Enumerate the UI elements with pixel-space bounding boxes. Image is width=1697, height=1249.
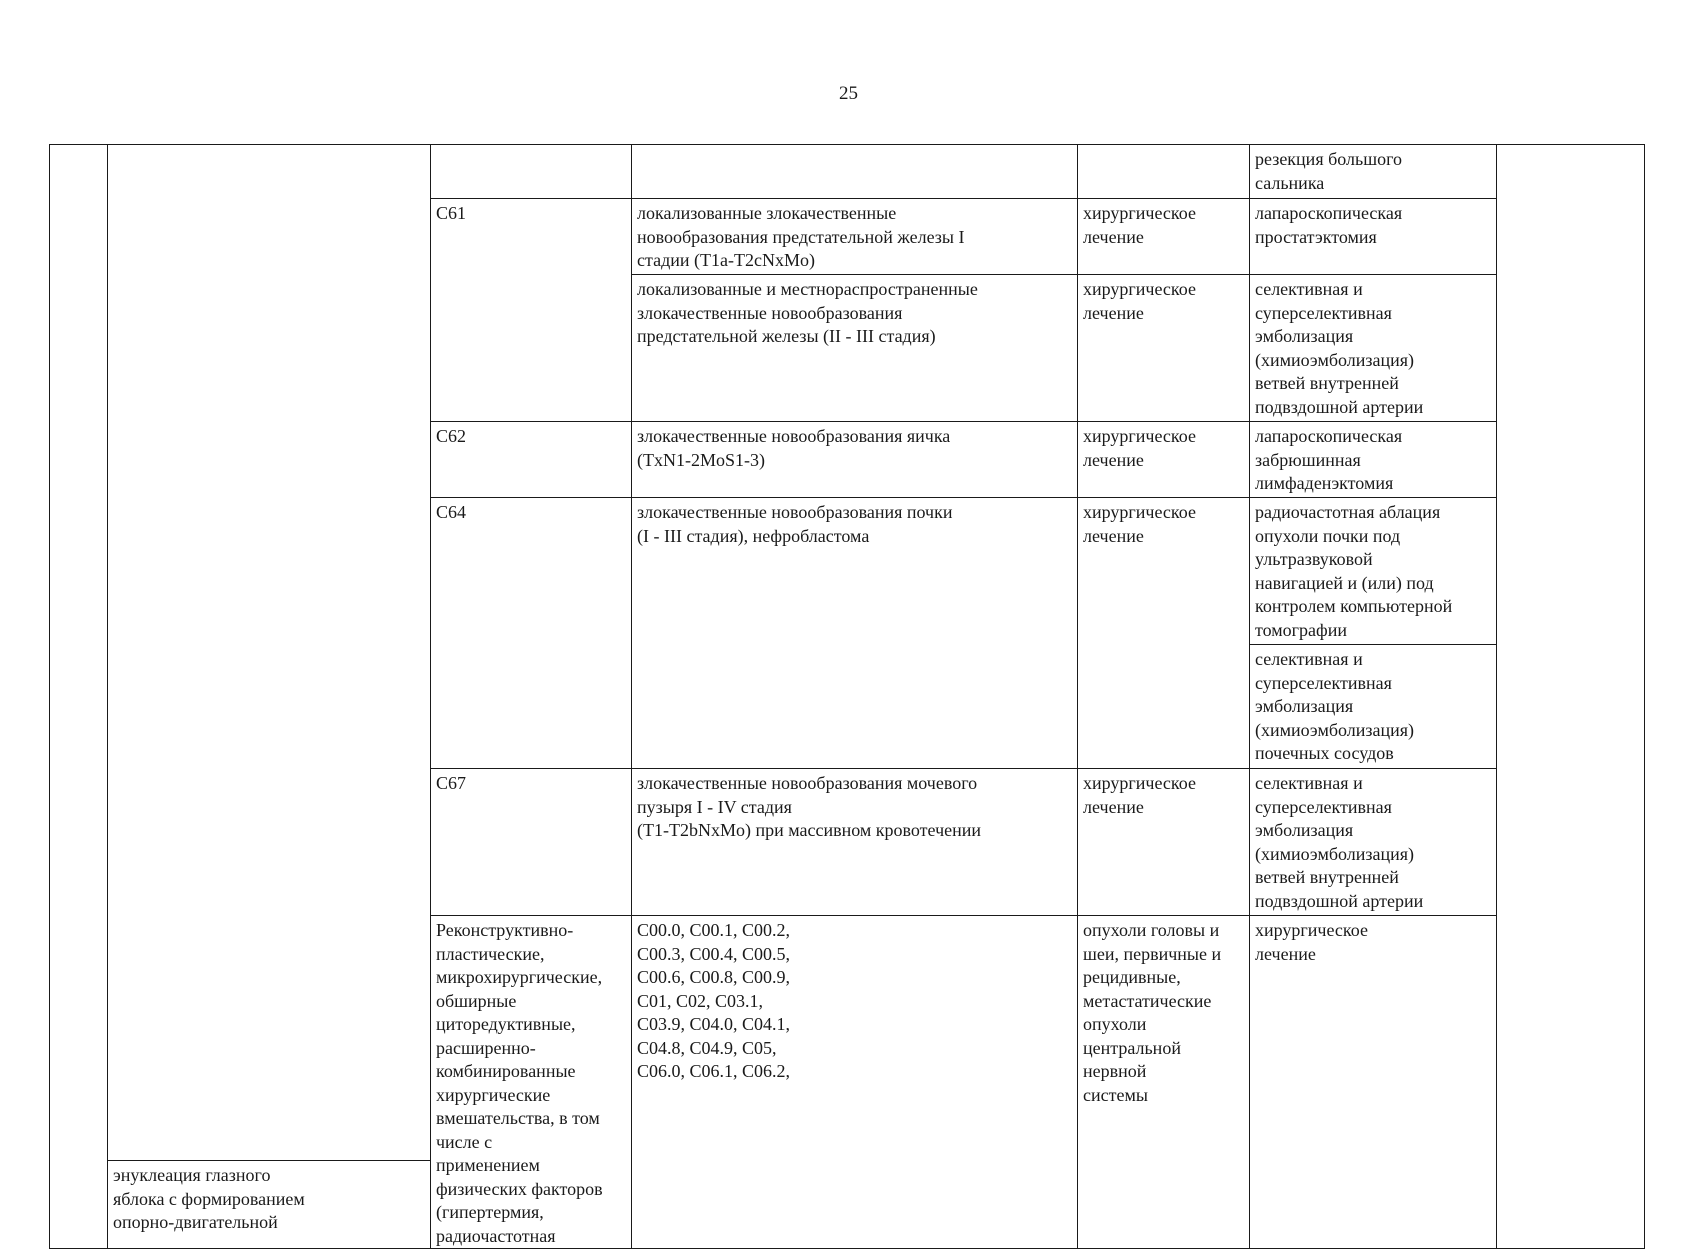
treatment-method-cell: лапароскопическая забрюшинная лимфаденэктомия	[1250, 422, 1497, 498]
treatment-method-cell: селективная и суперселективная эмболизация (химиоэмболизация) почечных сосудов	[1250, 645, 1497, 769]
treatment-type-cell: хирургическое лечение	[1078, 422, 1250, 498]
code-cell: C64	[431, 498, 632, 769]
patient-model-cell	[632, 145, 1078, 199]
patient-model-cell: локализованные злокачественные новообразования предстательной железы I стадии (T1a-T2cNxMo)	[632, 199, 1078, 275]
code-cell: C61	[431, 199, 632, 422]
code-cell: C62	[431, 422, 632, 498]
patient-model-cell: злокачественные новообразования почки (I - III стадия), нефробластома	[632, 498, 1078, 769]
treatment-type-cell: хирургическое лечение	[1078, 275, 1250, 422]
cost-cell	[1497, 145, 1645, 1249]
patient-model-cell: локализованные и местнораспространенные злокачественные новообразования предстательной железы (II - III стадия)	[632, 275, 1078, 422]
treatment-type-cell: хирургическое лечение	[1250, 916, 1497, 1249]
treatment-method-cell: лапароскопическая простатэктомия	[1250, 199, 1497, 275]
treatment-method-cell: энуклеация глазного яблока с формированием опорно-двигательной	[108, 1161, 431, 1249]
patient-model-cell: злокачественные новообразования яичка (TxN1-2MoS1-3)	[632, 422, 1078, 498]
treatment-type-cell	[1078, 145, 1250, 199]
code-cell: C00.0, C00.1, C00.2, C00.3, C00.4, C00.5, C00.6, C00.8, C00.9, C01, C02, C03.1, C03.9, C04.0, C04.1, C04.8, C04.9, C05, C06.0, C06.1, C06.2,	[632, 916, 1078, 1249]
procedures-table	[49, 144, 1645, 1249]
treatment-method-cell: резекция большого сальника	[1250, 145, 1497, 199]
method-name-cell: Реконструктивно-пластические, микрохирургические, обширные циторедуктивные, расширенно- комбинированные хирургические вмешательства, в том числе с применением физических факторов (гипертермия, радиочастотная	[431, 916, 632, 1249]
patient-model-cell: опухоли головы и шеи, первичные и рецидивные, метастатические опухоли центральной нервной системы	[1078, 916, 1250, 1249]
treatment-method-cell: селективная и суперселективная эмболизация (химиоэмболизация) ветвей внутренней подвздошной артерии	[1250, 769, 1497, 916]
treatment-type-cell: хирургическое лечение	[1078, 199, 1250, 275]
table-row	[50, 145, 1645, 199]
patient-model-cell: злокачественные новообразования мочевого пузыря I - IV стадия (T1-T2bNxMo) при массивном кровотечении	[632, 769, 1078, 916]
index-cell	[50, 145, 108, 1249]
method-name-cell	[108, 145, 431, 1161]
treatment-type-cell: хирургическое лечение	[1078, 498, 1250, 769]
treatment-type-cell: хирургическое лечение	[1078, 769, 1250, 916]
code-cell: C67	[431, 769, 632, 916]
code-cell	[431, 145, 632, 199]
treatment-method-cell: селективная и суперселективная эмболизация (химиоэмболизация) ветвей внутренней подвздошной артерии	[1250, 275, 1497, 422]
page-number: 25	[839, 83, 858, 104]
treatment-method-cell: радиочастотная аблация опухоли почки под ультразвуковой навигацией и (или) под контролем компьютерной томографии	[1250, 498, 1497, 645]
